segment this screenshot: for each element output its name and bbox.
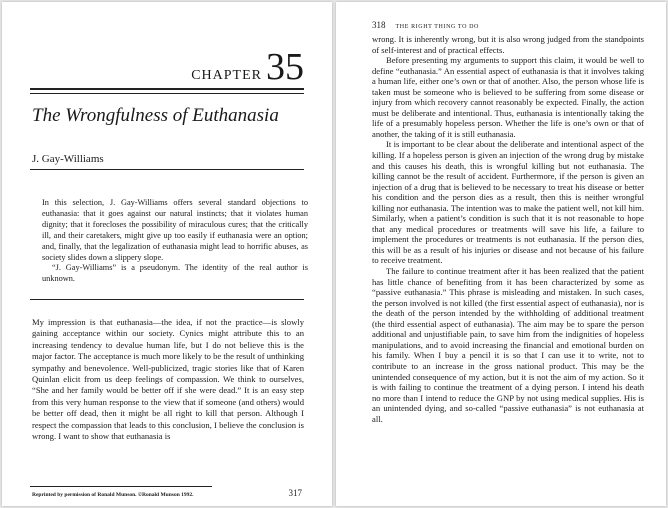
running-header (372, 20, 479, 30)
paragraph: It is important to be clear about the deliberate and intentional aspect of the killing. If a hopeless person is given an injection of the wrong drug by mistake and this causes his death, this is wrongful killing but not euthanasia. The killing cannot be the result of accident. Furthermore, if the person is given an injection of a drug that is believed to be necessary to treat his disease or better his condition and the person dies as a result, then this is neither wrongful killing nor euthanasia. The intention was to make the patient well, not kill him. Similarly, when a patient’s condition is such that it is not reasonable to hope that any medical procedures or treatments will save his life, a failure to implement the procedures or treatments is not euthanasia. If the person dies, this will be as a result of his injuries or disease and not because of his failure to receive treatment. (372, 139, 644, 266)
paragraph: The failure to continue treatment after it has been realized that the patient has little chance of benefiting from it has been characterized by some as “passive euthanasia.” This phrase is misleading and mistaken. In such cases, the person involved is not killed (the first essential aspect of euthanasia), nor is the death of the person intended by the withholding of additional treatment (the third essential aspect of euthanasia). The aim may be to spare the person additional and unjustifiable pain, to save him from the indignities of hopeless manipulations, and to avoid increasing the financial and emotional burden on his family. When I buy a pencil it is so that I can use it to write, not to contribute to an increase in the gross national product. This may be the unintended consequence of my action, but it is not the aim of my action. So it is with failing to continue the treatment of a dying person. I intend his death no more than I intend to reduce the GNP by not using medical supplies. His is an unintended dying, and so-called “passive euthanasia” is not euthanasia at all. (372, 266, 644, 424)
footnote: Reprinted by permission of Ronald Munson. ©Ronald Munson 1992. (32, 492, 194, 498)
body-text-left: My impression is that euthanasia—the idea, if not the practice—is slowly gaining acceptance within our society. Cynics might attribute this to an increasing tendency to devalue human life, but I do not believe this is the major factor. The acceptance is much more likely to be the result of unthinking sympathy and benevolence. Well-publicized, tragic stories like that of Karen Quinlan elicit from us deep feelings of compassion. We think to ourselves, “She and her family would be better off if she were dead.” It is an easy step from this very human response to the view that if someone (and others) would be better off dead, then it might be all right to kill that person. Although I respect the compassion that leads to this conclusion, I believe the conclusion is wrong. I want to show that euthanasia is (32, 317, 304, 442)
left-page (2, 2, 332, 506)
chapter-heading (191, 46, 304, 88)
chapter-number: 35 (266, 46, 304, 88)
page-number-right: 318 (372, 20, 386, 30)
page-number-left: 317 (288, 488, 302, 498)
abstract (42, 198, 308, 285)
chapter-title: The Wrongfulness of Euthanasia (32, 105, 279, 126)
paragraph: Before presenting my arguments to support this claim, it would be well to define “euthanasia.” An essential aspect of euthanasia is that it involves taking a human life, either one’s own or that of another. Also, the person whose life is taken must be someone who is believed to be suffering from some disease or injury from which recovery cannot reasonably be expected. Finally, the action must be deliberate and intentional. Thus, euthanasia is intentionally taking the life of a presumably hopeless person. Whether the life is one’s own or that of another, the taking of it is still euthanasia. (372, 55, 644, 139)
chapter-word: CHAPTER (191, 68, 262, 83)
chapter-rule-thick (30, 88, 304, 90)
abstract-paragraph: In this selection, J. Gay-Williams offers several standard objections to euthanasia: that it goes against our natural instincts; that it violates human dignity; that it forecloses the possibility of miraculous cures; that the critically ill, and their caretakers, might give up too easily if euthanasia were an option; and, finally, that the legalization of euthanasia might lead to horrific abuses, as society slides down a slippery slope. (42, 198, 308, 262)
abstract-note: “J. Gay-Williams” is a pseudonym. The identity of the real author is unknown. (42, 263, 308, 284)
abstract-rule (30, 299, 304, 300)
chapter-rule-thin (30, 93, 304, 94)
author: J. Gay-Williams (32, 153, 104, 165)
author-rule (30, 169, 304, 170)
body-text-right (372, 34, 644, 424)
right-page (336, 2, 666, 506)
running-head: THE RIGHT THING TO DO (395, 24, 479, 30)
footnote-rule (30, 486, 212, 487)
paragraph: wrong. It is inherently wrong, but it is also wrong judged from the standpoints of self-interest and of practical effects. (372, 34, 644, 55)
